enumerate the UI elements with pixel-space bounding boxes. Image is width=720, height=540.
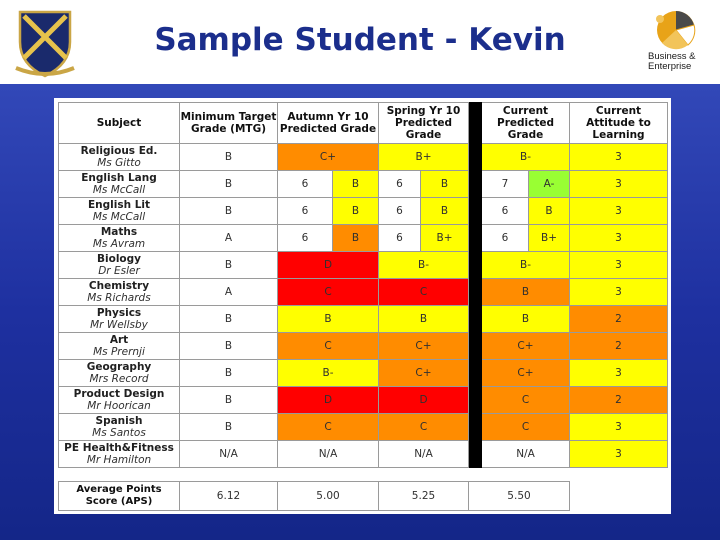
table-row: [59, 387, 668, 414]
aps-row: [59, 482, 570, 511]
table-row: [59, 252, 668, 279]
spring-score: 6: [379, 225, 421, 252]
current-grade: C+: [482, 333, 570, 360]
current-grade: B: [529, 198, 570, 225]
attitude-score: 3: [570, 252, 668, 279]
slide-header: [0, 0, 720, 85]
autumn-grade: C: [278, 414, 379, 441]
subject-name: Chemistry: [88, 280, 150, 292]
column-separator: [469, 360, 482, 387]
subject-name: PE Health&Fitness: [64, 442, 174, 454]
column-separator: [469, 103, 482, 144]
spring-grade: B: [421, 171, 469, 198]
spring-grade: B+: [379, 144, 469, 171]
autumn-grade: B: [333, 225, 379, 252]
mtg-grade: A: [180, 225, 278, 252]
page-title: Sample Student - Kevin: [154, 22, 566, 58]
attitude-score: 3: [570, 414, 668, 441]
header-spring: Spring Yr 10 Predicted Grade: [379, 103, 469, 144]
spring-grade: D: [379, 387, 469, 414]
subject-cell: [59, 360, 180, 387]
spring-score: 6: [379, 198, 421, 225]
column-separator: [469, 225, 482, 252]
table-header-row: [59, 103, 668, 144]
subject-name: Product Design: [73, 388, 165, 400]
autumn-grade: C: [278, 279, 379, 306]
attitude-score: 2: [570, 306, 668, 333]
mtg-grade: B: [180, 171, 278, 198]
column-separator: [469, 414, 482, 441]
subject-name: Art: [109, 334, 129, 346]
header-current: Current Predicted Grade: [482, 103, 570, 144]
column-separator: [469, 279, 482, 306]
column-separator: [469, 198, 482, 225]
attitude-score: 3: [570, 279, 668, 306]
header-subject: Subject: [59, 103, 180, 144]
subject-name: Geography: [86, 361, 152, 373]
autumn-score: 6: [278, 171, 333, 198]
spring-grade: C: [379, 414, 469, 441]
mtg-grade: B: [180, 252, 278, 279]
teacher-name: Mr Wellsby: [90, 319, 148, 331]
spring-grade: B: [421, 198, 469, 225]
current-score: 6: [482, 225, 529, 252]
teacher-name: Ms McCall: [92, 211, 146, 223]
autumn-grade: B: [333, 171, 379, 198]
subject-name: Maths: [100, 226, 138, 238]
table-row: [59, 225, 668, 252]
column-separator: [469, 252, 482, 279]
table-row: [59, 333, 668, 360]
spring-grade: B-: [379, 252, 469, 279]
table-row: [59, 144, 668, 171]
aps-autumn: 5.00: [278, 482, 379, 511]
current-grade: N/A: [482, 441, 570, 468]
business-enterprise-logo-icon: [650, 8, 698, 52]
table-row: [59, 441, 668, 468]
subject-cell: [59, 414, 180, 441]
subject-cell: [59, 252, 180, 279]
current-grade: C+: [482, 360, 570, 387]
autumn-grade: D: [278, 252, 379, 279]
aps-table: [58, 481, 570, 511]
attitude-score: 2: [570, 333, 668, 360]
logo-caption: Business & Enterprise: [648, 51, 696, 72]
aps-label: Average Points Score (APS): [59, 482, 180, 511]
current-score: 6: [482, 198, 529, 225]
table-row: [59, 171, 668, 198]
spring-grade: C+: [379, 360, 469, 387]
subject-name: English Lit: [87, 199, 151, 211]
subject-name: Religious Ed.: [80, 145, 158, 157]
subject-cell: [59, 225, 180, 252]
grades-table: [58, 102, 668, 468]
teacher-name: Mr Hamilton: [86, 454, 152, 466]
autumn-grade: B: [333, 198, 379, 225]
column-separator: [469, 144, 482, 171]
teacher-name: Ms Richards: [87, 292, 151, 304]
spring-grade: C+: [379, 333, 469, 360]
subject-cell: [59, 144, 180, 171]
teacher-name: Ms Santos: [92, 427, 146, 439]
current-score: 7: [482, 171, 529, 198]
teacher-name: Ms Gitto: [97, 157, 141, 169]
autumn-grade: B-: [278, 360, 379, 387]
table-row: [59, 360, 668, 387]
current-grade: B: [482, 306, 570, 333]
autumn-grade: D: [278, 387, 379, 414]
attitude-score: 3: [570, 225, 668, 252]
mtg-grade: A: [180, 279, 278, 306]
column-separator: [469, 441, 482, 468]
subject-cell: [59, 279, 180, 306]
autumn-score: 6: [278, 198, 333, 225]
table-row: [59, 306, 668, 333]
subject-cell: [59, 198, 180, 225]
current-grade: A-: [529, 171, 570, 198]
attitude-score: 3: [570, 144, 668, 171]
subject-name: Biology: [97, 253, 141, 265]
mtg-grade: B: [180, 144, 278, 171]
aps-mtg: 6.12: [180, 482, 278, 511]
spring-grade: B: [379, 306, 469, 333]
column-separator: [469, 387, 482, 414]
attitude-score: 2: [570, 387, 668, 414]
autumn-grade: B: [278, 306, 379, 333]
autumn-grade: C+: [278, 144, 379, 171]
attitude-score: 3: [570, 360, 668, 387]
table-row: [59, 414, 668, 441]
current-grade: B-: [482, 252, 570, 279]
header-attitude: Current Attitude to Learning: [570, 103, 668, 144]
header-mtg: Minimum Target Grade (MTG): [180, 103, 278, 144]
subject-name: English Lang: [81, 172, 157, 184]
mtg-grade: B: [180, 198, 278, 225]
mtg-grade: B: [180, 387, 278, 414]
table-row: [59, 198, 668, 225]
mtg-grade: B: [180, 333, 278, 360]
header-autumn: Autumn Yr 10 Predicted Grade: [278, 103, 379, 144]
subject-name: Spanish: [95, 415, 143, 427]
current-grade: B: [482, 279, 570, 306]
subject-name: Physics: [96, 307, 142, 319]
subject-cell: [59, 333, 180, 360]
subject-cell: [59, 387, 180, 414]
attitude-score: 3: [570, 441, 668, 468]
table-row: [59, 279, 668, 306]
autumn-score: 6: [278, 225, 333, 252]
subject-cell: [59, 306, 180, 333]
aps-spring: 5.25: [379, 482, 469, 511]
teacher-name: Ms Avram: [92, 238, 146, 250]
teacher-name: Mrs Record: [89, 373, 149, 385]
spring-grade: N/A: [379, 441, 469, 468]
spring-grade: B+: [421, 225, 469, 252]
teacher-name: Ms McCall: [92, 184, 146, 196]
mtg-grade: N/A: [180, 441, 278, 468]
column-separator: [469, 333, 482, 360]
autumn-grade: C: [278, 333, 379, 360]
current-grade: C: [482, 414, 570, 441]
current-grade: B+: [529, 225, 570, 252]
column-separator: [469, 171, 482, 198]
current-grade: B-: [482, 144, 570, 171]
mtg-grade: B: [180, 306, 278, 333]
subject-cell: [59, 171, 180, 198]
teacher-name: Ms Prernji: [93, 346, 145, 358]
spring-score: 6: [379, 171, 421, 198]
teacher-name: Mr Hoorican: [87, 400, 151, 412]
current-grade: C: [482, 387, 570, 414]
attitude-score: 3: [570, 171, 668, 198]
subject-cell: [59, 441, 180, 468]
mtg-grade: B: [180, 414, 278, 441]
column-separator: [469, 306, 482, 333]
autumn-grade: N/A: [278, 441, 379, 468]
attitude-score: 3: [570, 198, 668, 225]
teacher-name: Dr Esler: [98, 265, 140, 277]
spring-grade: C: [379, 279, 469, 306]
aps-current: 5.50: [469, 482, 570, 511]
mtg-grade: B: [180, 360, 278, 387]
